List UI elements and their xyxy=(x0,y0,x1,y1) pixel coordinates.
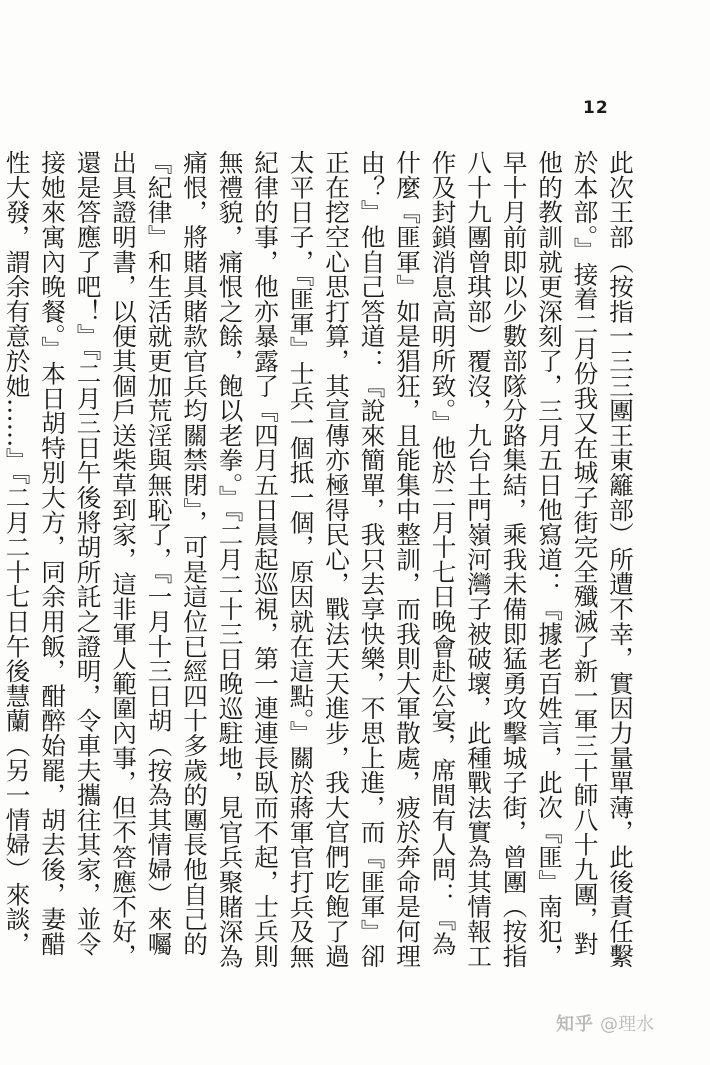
body-paragraph: 此次王部（按指一三三團王東籬部）所遭不幸，實因力量單薄，此後責任繫於本部。』接着二月份我又在城子街完全殲滅了新一軍三十師八十九團，對他的教訓就更深刻了，三月五日他寫道：『據老百姓言，此次『匪』南犯，早十月前即以少數部隊分路集結，乘我未備即猛勇攻擊城子街，曾團（按指八十九團曾琪部）覆沒，九台土門嶺河灣子被破壞，此種戰法實為其情報工作及封鎖消息高明所致。』他於二月十七日晚會赴公宴，席間有人問：『為什麼『匪軍』如是猖狂，且能集中整訓，而我則大軍散處，疲於奔命是何理由？』他自己答道：『說來簡單，我只去享快樂，不思上進，而『匪軍』卻正在挖空心思打算，其宣傳亦極得民心，戰法天天進步，我大官們吃飽了過太平日子，『匪軍』士兵一個抵一個，原因就在這點。』關於蔣軍官打兵及無紀律的事，他亦暴露了『四月五日晨起巡視，第一連連長臥而不起，士兵則無禮貌，痛恨之餘，飽以老拳。』『二月二十三日晚巡駐地，見官兵聚賭深為痛恨，將賭具賭款官兵均關禁閉』，可是這位已經四十多歲的團長他自己的『紀律』和生活就更加荒淫與無恥了，『一月十三日胡（按為其情婦）來囑出具證明書，以便其個戶送柴草到家，這非軍人範圍內事，但不答應不好，還是答應了吧！』『二月三日午後將胡所託之證明，令車夫攜往其家，並令接她來寓內晚餐。』本日胡特別大方，同余用飯，酣醉始罷，胡去後，妻醋性大發，謂余有意於她……』『二月二十七日午後慧蘭（另一情婦）來談， xyxy=(2,150,635,969)
page-number: 12 xyxy=(583,98,609,118)
vertical-text-body xyxy=(2,150,638,980)
watermark-logo: 知乎 xyxy=(556,1014,594,1035)
watermark-handle: @理水 xyxy=(600,1014,654,1035)
zhihu-watermark xyxy=(556,1010,654,1036)
